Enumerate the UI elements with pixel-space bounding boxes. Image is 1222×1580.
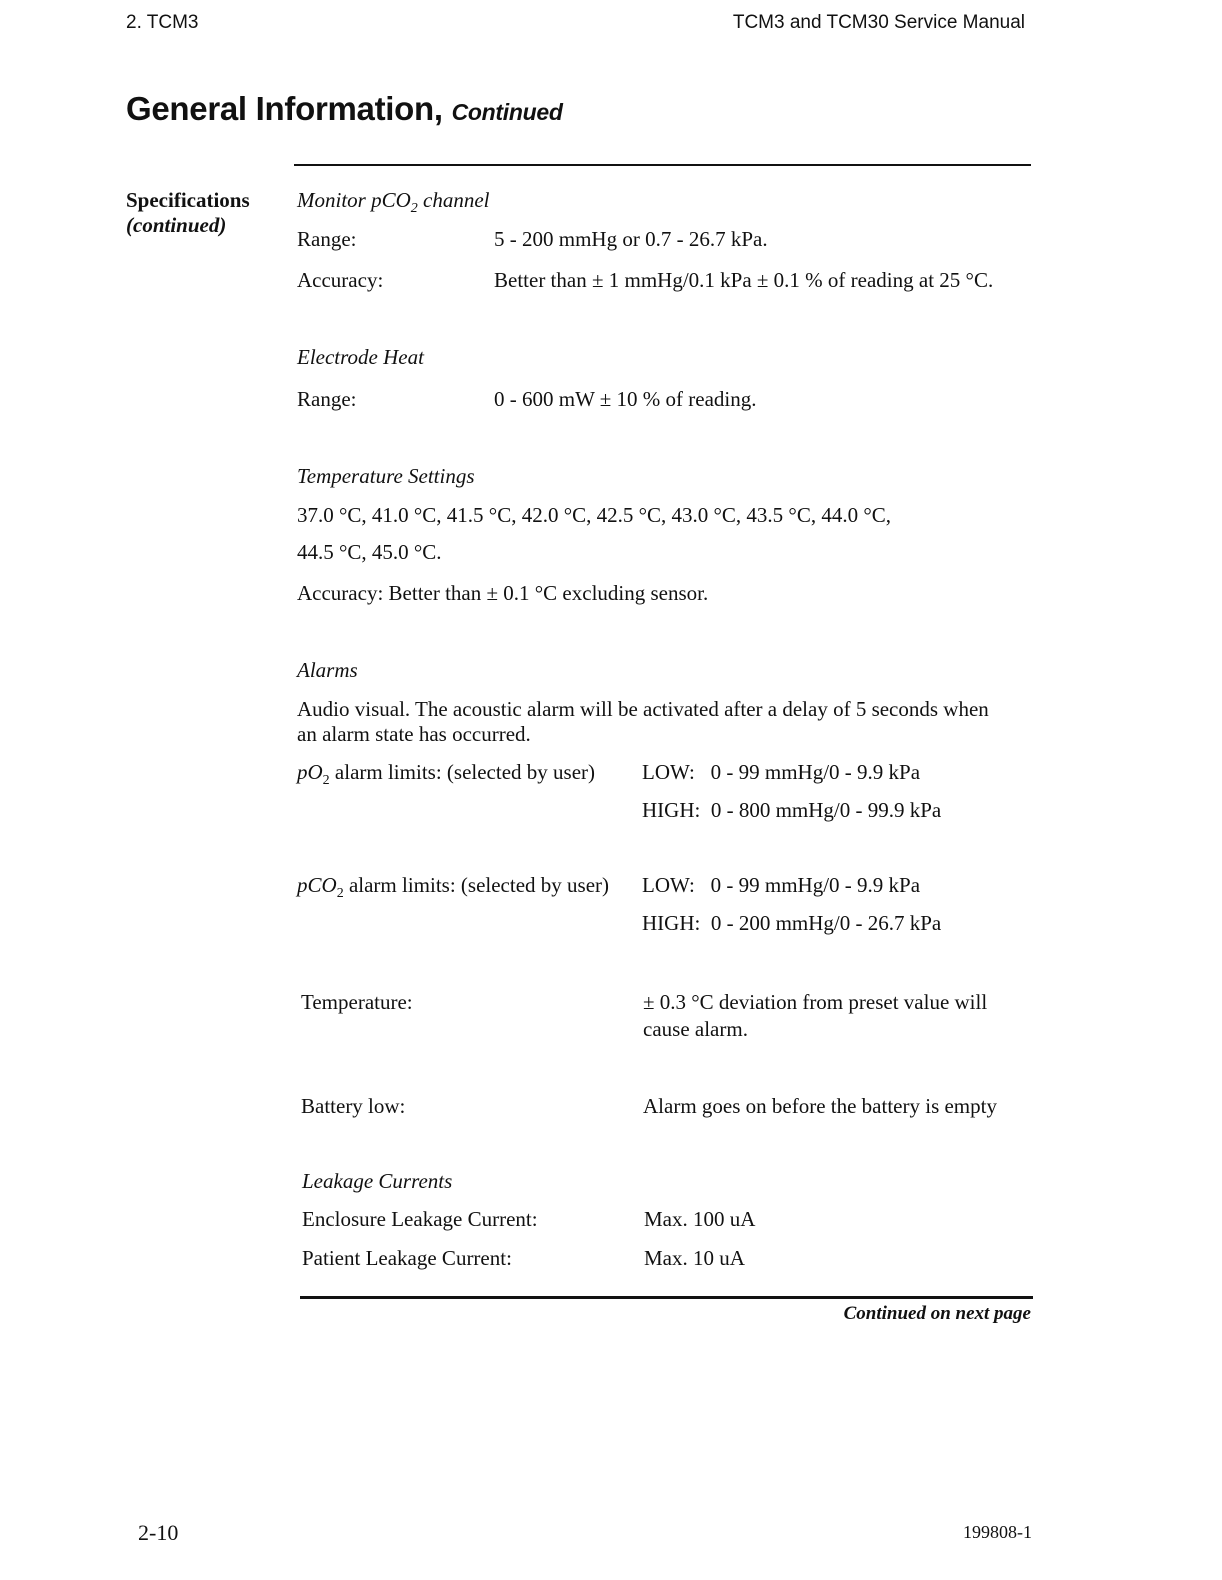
po2-alarm-low: LOW: 0 - 99 mmHg/0 - 9.9 kPa — [642, 760, 921, 784]
enclosure-leakage-label: Enclosure Leakage Current: — [302, 1207, 538, 1231]
po2-label-sub: 2 — [322, 773, 330, 789]
bottom-rule — [300, 1296, 1033, 1299]
pco2-range-label: Range: — [297, 227, 357, 251]
page-number: 2-10 — [138, 1520, 179, 1545]
top-rule — [294, 164, 1031, 166]
temperature-settings-line1: 37.0 °C, 41.0 °C, 41.5 °C, 42.0 °C, 42.5 °C, 43.0 °C, 43.5 °C, 44.0 °C, — [297, 503, 891, 527]
alarms-description-line1: Audio visual. The acoustic alarm will be activated after a delay of 5 seconds when — [297, 697, 989, 721]
temperature-alarm-label: Temperature: — [301, 990, 413, 1014]
electrode-heat-range-label: Range: — [297, 387, 357, 411]
pco2-heading-sub: 2 — [410, 201, 418, 217]
leakage-currents-heading: Leakage Currents — [302, 1169, 453, 1193]
pco2-label-prefix: pCO — [297, 873, 337, 897]
pco2-accuracy-label: Accuracy: — [297, 268, 384, 292]
alarms-heading: Alarms — [297, 658, 358, 682]
po2-alarm-high: HIGH: 0 - 800 mmHg/0 - 99.9 kPa — [642, 798, 942, 822]
pco2-label-sub: 2 — [336, 886, 344, 902]
pco2-label-suffix: alarm limits: (selected by user) — [343, 873, 610, 897]
po2-alarm-limits-label — [297, 760, 595, 789]
running-header-chapter: 2. TCM3 — [126, 12, 199, 33]
document-number: 199808-1 — [963, 1522, 1032, 1542]
patient-leakage-value: Max. 10 uA — [644, 1246, 745, 1270]
sidebar-label: Specifications — [126, 188, 250, 212]
temperature-alarm-line2: cause alarm. — [643, 1017, 748, 1041]
pco2-accuracy-value: Better than ± 1 mmHg/0.1 kPa ± 0.1 % of reading at 25 °C. — [494, 268, 994, 292]
patient-leakage-label: Patient Leakage Current: — [302, 1246, 512, 1270]
electrode-heat-heading: Electrode Heat — [297, 345, 424, 369]
temperature-alarm-line1: ± 0.3 °C deviation from preset value will — [643, 990, 988, 1014]
alarms-description-line2: an alarm state has occurred. — [297, 722, 531, 746]
pco2-channel-heading — [297, 188, 490, 217]
page-title — [126, 90, 563, 128]
pco2-heading-suffix: channel — [417, 188, 490, 212]
enclosure-leakage-value: Max. 100 uA — [644, 1207, 756, 1231]
running-header-manual-title: TCM3 and TCM30 Service Manual — [732, 12, 1025, 33]
page-title-continued: Continued — [451, 99, 563, 125]
temperature-settings-line2: 44.5 °C, 45.0 °C. — [297, 540, 442, 564]
pco2-alarm-low: LOW: 0 - 99 mmHg/0 - 9.9 kPa — [642, 873, 921, 897]
battery-low-value: Alarm goes on before the battery is empty — [643, 1094, 997, 1118]
pco2-range-value: 5 - 200 mmHg or 0.7 - 26.7 kPa. — [494, 227, 768, 251]
po2-label-suffix: alarm limits: (selected by user) — [329, 760, 596, 784]
pco2-heading-prefix: Monitor pCO — [297, 188, 411, 212]
battery-low-label: Battery low: — [301, 1094, 406, 1118]
page-title-main: General Information, — [126, 90, 443, 127]
continued-on-next-page: Continued on next page — [843, 1303, 1031, 1324]
temperature-settings-accuracy: Accuracy: Better than ± 0.1 °C excluding sensor. — [297, 581, 709, 605]
sidebar-continued: (continued) — [126, 213, 227, 237]
pco2-alarm-limits-label — [297, 873, 609, 902]
pco2-alarm-high: HIGH: 0 - 200 mmHg/0 - 26.7 kPa — [642, 911, 942, 935]
po2-label-prefix: pO — [297, 760, 323, 784]
electrode-heat-range-value: 0 - 600 mW ± 10 % of reading. — [494, 387, 757, 411]
temperature-settings-heading: Temperature Settings — [297, 464, 475, 488]
